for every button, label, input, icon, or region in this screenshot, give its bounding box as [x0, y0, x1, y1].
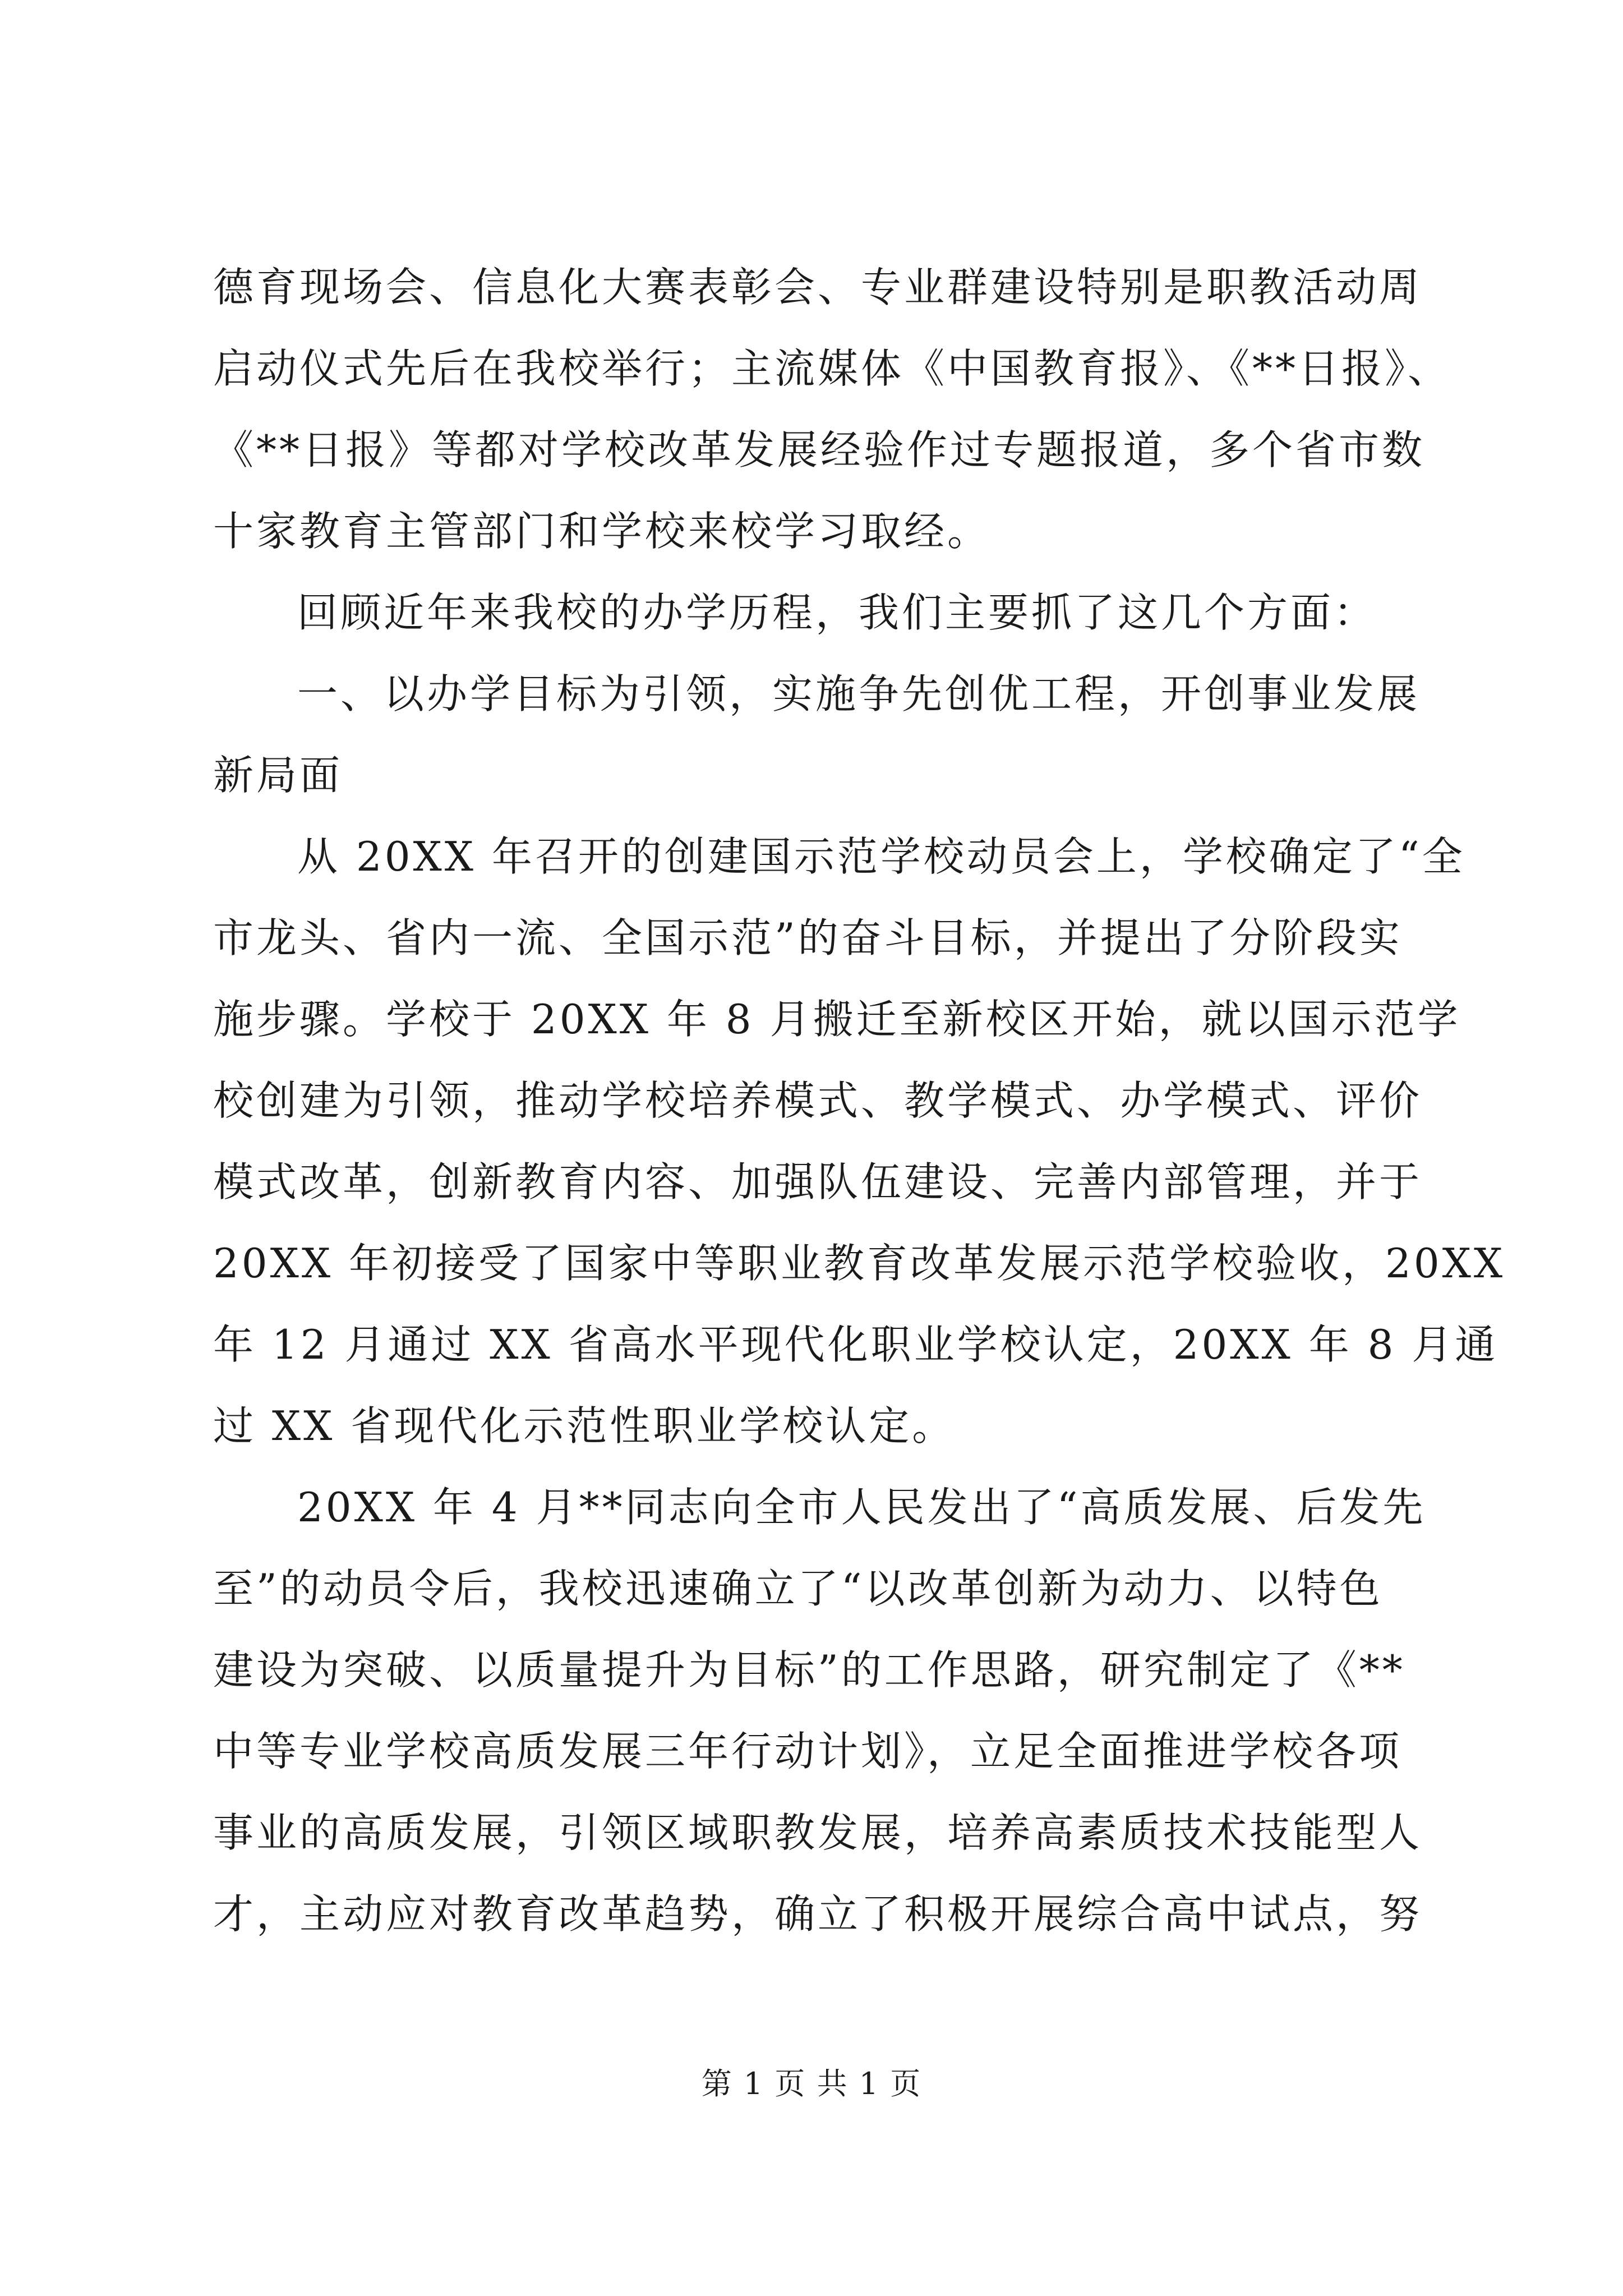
text-line: 市龙头、省内一流、全国示范”的奋斗目标，并提出了分阶段实	[213, 914, 1403, 961]
text-line: 十家教育主管部门和学校来校学习取经。	[213, 508, 991, 555]
text-line: 事业的高质发展，引领区域职教发展，培养高素质技术技能型人	[213, 1809, 1423, 1856]
text-line: 校创建为引领，推动学校培养模式、教学模式、办学模式、评价	[213, 1077, 1423, 1124]
text-line: 中等专业学校高质发展三年行动计划》，立足全面推进学校各项	[213, 1728, 1403, 1775]
text-line: 回顾近年来我校的办学历程，我们主要抓了这几个方面：	[297, 589, 1377, 636]
text-line: 20XX 年初接受了国家中等职业教育改革发展示范学校验收，20XX	[213, 1240, 1506, 1287]
text-line: 施步骤。学校于 20XX 年 8 月搬迁至新校区开始，就以国示范学	[213, 996, 1461, 1043]
text-line: 至”的动员令后，我校迅速确立了“以改革创新为动力、以特色	[213, 1565, 1383, 1612]
body-text	[213, 247, 1506, 1955]
text-line: 从 20XX 年召开的创建国示范学校动员会上，学校确定了“全	[297, 833, 1465, 880]
text-line: 《**日报》等都对学校改革发展经验作过专题报道，多个省市数	[213, 426, 1426, 473]
text-line: 过 XX 省现代化示范性职业学校认定。	[213, 1402, 956, 1450]
section-heading-line: 新局面	[213, 752, 343, 799]
text-line: 年 12 月通过 XX 省高水平现代化职业学校认定，20XX 年 8 月通	[213, 1321, 1498, 1368]
text-line: 模式改革，创新教育内容、加强队伍建设、完善内部管理，并于	[213, 1158, 1423, 1205]
text-line: 才，主动应对教育改革趋势，确立了积极开展综合高中试点，努	[213, 1890, 1423, 1938]
text-line: 德育现场会、信息化大赛表彰会、专业群建设特别是职教活动周	[213, 264, 1423, 311]
text-line: 建设为突破、以质量提升为目标”的工作思路，研究制定了《**	[213, 1646, 1405, 1694]
text-line: 启动仪式先后在我校举行；主流媒体《中国教育报》、《**日报》、	[213, 345, 1451, 392]
page-number-footer: 第 1 页 共 1 页	[701, 2066, 922, 2101]
section-heading-line: 一、以办学目标为引领，实施争先创优工程，开创事业发展	[297, 670, 1421, 717]
text-line: 20XX 年 4 月**同志向全市人民发出了“高质发展、后发先	[297, 1484, 1426, 1531]
